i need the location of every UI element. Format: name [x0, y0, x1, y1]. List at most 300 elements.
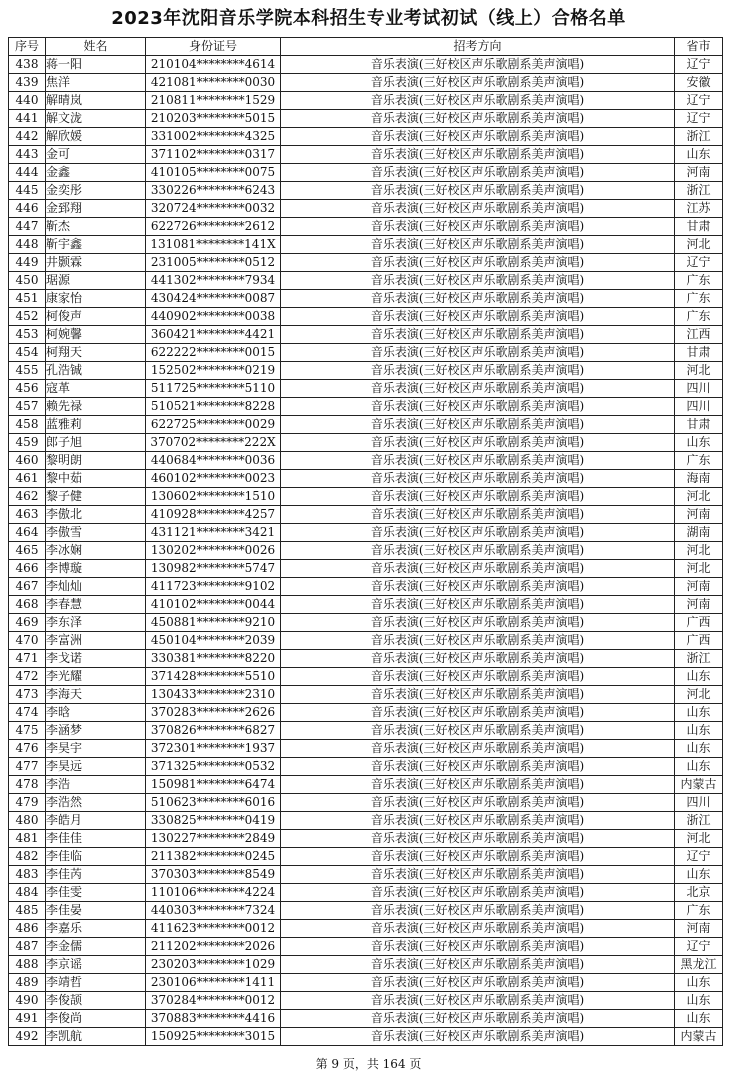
- cell-name: 李佳晏: [46, 902, 146, 920]
- cell-name: 李皓月: [46, 812, 146, 830]
- cell-serial: 455: [9, 362, 46, 380]
- cell-province: 江西: [675, 326, 723, 344]
- table-row: [9, 542, 723, 560]
- cell-province: 北京: [675, 884, 723, 902]
- cell-id-number: 230203********1029: [146, 956, 281, 974]
- cell-province: 山东: [675, 434, 723, 452]
- cell-direction: 音乐表演(三好校区声乐歌剧系美声演唱): [281, 272, 675, 290]
- table-row: [9, 722, 723, 740]
- cell-direction: 音乐表演(三好校区声乐歌剧系美声演唱): [281, 560, 675, 578]
- cell-id-number: 370883********4416: [146, 1010, 281, 1028]
- cell-serial: 475: [9, 722, 46, 740]
- cell-id-number: 330825********0419: [146, 812, 281, 830]
- cell-name: 郎子旭: [46, 434, 146, 452]
- cell-serial: 473: [9, 686, 46, 704]
- table-row: [9, 866, 723, 884]
- cell-serial: 451: [9, 290, 46, 308]
- cell-province: 四川: [675, 794, 723, 812]
- cell-direction: 音乐表演(三好校区声乐歌剧系美声演唱): [281, 848, 675, 866]
- table-row: [9, 470, 723, 488]
- table-row: [9, 398, 723, 416]
- cell-name: 李浩: [46, 776, 146, 794]
- cell-direction: 音乐表演(三好校区声乐歌剧系美声演唱): [281, 668, 675, 686]
- cell-direction: 音乐表演(三好校区声乐歌剧系美声演唱): [281, 974, 675, 992]
- cell-direction: 音乐表演(三好校区声乐歌剧系美声演唱): [281, 506, 675, 524]
- cell-id-number: 370826********6827: [146, 722, 281, 740]
- cell-name: 黎中茹: [46, 470, 146, 488]
- cell-direction: 音乐表演(三好校区声乐歌剧系美声演唱): [281, 416, 675, 434]
- cell-name: 黎子健: [46, 488, 146, 506]
- cell-province: 辽宁: [675, 56, 723, 74]
- cell-id-number: 320724********0032: [146, 200, 281, 218]
- cell-direction: 音乐表演(三好校区声乐歌剧系美声演唱): [281, 452, 675, 470]
- table-row: [9, 1010, 723, 1028]
- cell-serial: 442: [9, 128, 46, 146]
- cell-direction: 音乐表演(三好校区声乐歌剧系美声演唱): [281, 56, 675, 74]
- table-row: [9, 902, 723, 920]
- table-row: [9, 524, 723, 542]
- table-row: [9, 614, 723, 632]
- table-row: [9, 758, 723, 776]
- table-row: [9, 578, 723, 596]
- cell-province: 广东: [675, 272, 723, 290]
- cell-name: 李凯航: [46, 1028, 146, 1046]
- cell-name: 李傲雪: [46, 524, 146, 542]
- cell-id-number: 230106********1411: [146, 974, 281, 992]
- cell-id-number: 440303********7324: [146, 902, 281, 920]
- table-row: [9, 146, 723, 164]
- cell-id-number: 510623********6016: [146, 794, 281, 812]
- cell-id-number: 370303********8549: [146, 866, 281, 884]
- cell-direction: 音乐表演(三好校区声乐歌剧系美声演唱): [281, 956, 675, 974]
- cell-province: 山东: [675, 722, 723, 740]
- cell-serial: 448: [9, 236, 46, 254]
- cell-province: 广西: [675, 614, 723, 632]
- cell-name: 孔浩铖: [46, 362, 146, 380]
- cell-serial: 440: [9, 92, 46, 110]
- cell-province: 山东: [675, 758, 723, 776]
- table-row: [9, 596, 723, 614]
- cell-province: 山东: [675, 1010, 723, 1028]
- table-row: [9, 560, 723, 578]
- cell-province: 广东: [675, 902, 723, 920]
- table-row: [9, 254, 723, 272]
- cell-id-number: 411623********0012: [146, 920, 281, 938]
- cell-name: 李光耀: [46, 668, 146, 686]
- cell-province: 山东: [675, 992, 723, 1010]
- table-row: [9, 416, 723, 434]
- cell-serial: 481: [9, 830, 46, 848]
- cell-name: 柯婉馨: [46, 326, 146, 344]
- cell-id-number: 622222********0015: [146, 344, 281, 362]
- cell-id-number: 370283********2626: [146, 704, 281, 722]
- cell-name: 李佳临: [46, 848, 146, 866]
- cell-name: 李俊尚: [46, 1010, 146, 1028]
- cell-id-number: 421081********0030: [146, 74, 281, 92]
- cell-province: 辽宁: [675, 254, 723, 272]
- cell-name: 李佳芮: [46, 866, 146, 884]
- cell-province: 辽宁: [675, 938, 723, 956]
- cell-id-number: 450881********9210: [146, 614, 281, 632]
- cell-serial: 491: [9, 1010, 46, 1028]
- cell-direction: 音乐表演(三好校区声乐歌剧系美声演唱): [281, 902, 675, 920]
- cell-province: 山东: [675, 146, 723, 164]
- cell-id-number: 431121********3421: [146, 524, 281, 542]
- cell-direction: 音乐表演(三好校区声乐歌剧系美声演唱): [281, 164, 675, 182]
- table-row: [9, 380, 723, 398]
- table-row: [9, 686, 723, 704]
- cell-direction: 音乐表演(三好校区声乐歌剧系美声演唱): [281, 776, 675, 794]
- cell-direction: 音乐表演(三好校区声乐歌剧系美声演唱): [281, 128, 675, 146]
- cell-province: 山东: [675, 704, 723, 722]
- cell-name: 靳杰: [46, 218, 146, 236]
- cell-province: 四川: [675, 398, 723, 416]
- cell-name: 黎明朗: [46, 452, 146, 470]
- cell-serial: 489: [9, 974, 46, 992]
- cell-name: 李晗: [46, 704, 146, 722]
- cell-name: 李昊远: [46, 758, 146, 776]
- cell-direction: 音乐表演(三好校区声乐歌剧系美声演唱): [281, 92, 675, 110]
- cell-serial: 469: [9, 614, 46, 632]
- cell-id-number: 622726********2612: [146, 218, 281, 236]
- cell-serial: 471: [9, 650, 46, 668]
- table-row: [9, 200, 723, 218]
- cell-id-number: 331002********4325: [146, 128, 281, 146]
- cell-serial: 490: [9, 992, 46, 1010]
- cell-direction: 音乐表演(三好校区声乐歌剧系美声演唱): [281, 830, 675, 848]
- table-row: [9, 974, 723, 992]
- cell-id-number: 210203********5015: [146, 110, 281, 128]
- cell-name: 金可: [46, 146, 146, 164]
- cell-direction: 音乐表演(三好校区声乐歌剧系美声演唱): [281, 992, 675, 1010]
- cell-province: 山东: [675, 668, 723, 686]
- cell-direction: 音乐表演(三好校区声乐歌剧系美声演唱): [281, 434, 675, 452]
- cell-name: 李昊宇: [46, 740, 146, 758]
- candidate-table: [8, 37, 723, 1046]
- cell-province: 浙江: [675, 812, 723, 830]
- table-row: [9, 884, 723, 902]
- cell-name: 李佳佳: [46, 830, 146, 848]
- cell-serial: 465: [9, 542, 46, 560]
- table-row: [9, 164, 723, 182]
- cell-id-number: 371102********0317: [146, 146, 281, 164]
- cell-name: 解欣媛: [46, 128, 146, 146]
- cell-id-number: 150925********3015: [146, 1028, 281, 1046]
- cell-serial: 461: [9, 470, 46, 488]
- table-row: [9, 704, 723, 722]
- cell-direction: 音乐表演(三好校区声乐歌剧系美声演唱): [281, 938, 675, 956]
- cell-province: 河南: [675, 506, 723, 524]
- cell-direction: 音乐表演(三好校区声乐歌剧系美声演唱): [281, 884, 675, 902]
- cell-serial: 460: [9, 452, 46, 470]
- cell-name: 李海天: [46, 686, 146, 704]
- cell-direction: 音乐表演(三好校区声乐歌剧系美声演唱): [281, 722, 675, 740]
- cell-id-number: 460102********0023: [146, 470, 281, 488]
- cell-id-number: 370702********222X: [146, 434, 281, 452]
- cell-serial: 452: [9, 308, 46, 326]
- cell-name: 李灿灿: [46, 578, 146, 596]
- header-direction: 招考方向: [281, 38, 675, 56]
- cell-serial: 474: [9, 704, 46, 722]
- cell-serial: 467: [9, 578, 46, 596]
- cell-province: 广东: [675, 452, 723, 470]
- cell-direction: 音乐表演(三好校区声乐歌剧系美声演唱): [281, 344, 675, 362]
- cell-direction: 音乐表演(三好校区声乐歌剧系美声演唱): [281, 866, 675, 884]
- table-row: [9, 740, 723, 758]
- cell-province: 河南: [675, 164, 723, 182]
- cell-province: 辽宁: [675, 92, 723, 110]
- cell-serial: 459: [9, 434, 46, 452]
- cell-direction: 音乐表演(三好校区声乐歌剧系美声演唱): [281, 1010, 675, 1028]
- cell-direction: 音乐表演(三好校区声乐歌剧系美声演唱): [281, 470, 675, 488]
- cell-name: 柯翔天: [46, 344, 146, 362]
- cell-direction: 音乐表演(三好校区声乐歌剧系美声演唱): [281, 1028, 675, 1046]
- cell-id-number: 622725********0029: [146, 416, 281, 434]
- table-row: [9, 632, 723, 650]
- cell-name: 李东泽: [46, 614, 146, 632]
- cell-name: 李嘉乐: [46, 920, 146, 938]
- cell-serial: 488: [9, 956, 46, 974]
- page-footer: 第 9 页，共 164 页: [315, 1057, 422, 1071]
- cell-id-number: 510521********8228: [146, 398, 281, 416]
- cell-serial: 477: [9, 758, 46, 776]
- table-row: [9, 362, 723, 380]
- cell-direction: 音乐表演(三好校区声乐歌剧系美声演唱): [281, 398, 675, 416]
- cell-id-number: 371428********5510: [146, 668, 281, 686]
- cell-direction: 音乐表演(三好校区声乐歌剧系美声演唱): [281, 290, 675, 308]
- cell-name: 李傲北: [46, 506, 146, 524]
- cell-id-number: 150981********6474: [146, 776, 281, 794]
- table-row: [9, 74, 723, 92]
- cell-name: 靳宇鑫: [46, 236, 146, 254]
- table-row: [9, 452, 723, 470]
- cell-id-number: 131081********141X: [146, 236, 281, 254]
- cell-id-number: 231005********0512: [146, 254, 281, 272]
- cell-serial: 468: [9, 596, 46, 614]
- cell-name: 李涵梦: [46, 722, 146, 740]
- cell-serial: 454: [9, 344, 46, 362]
- cell-province: 河北: [675, 560, 723, 578]
- cell-serial: 462: [9, 488, 46, 506]
- table-body: [9, 56, 723, 1046]
- cell-direction: 音乐表演(三好校区声乐歌剧系美声演唱): [281, 542, 675, 560]
- cell-id-number: 440684********0036: [146, 452, 281, 470]
- cell-name: 李戈诺: [46, 650, 146, 668]
- cell-serial: 441: [9, 110, 46, 128]
- cell-direction: 音乐表演(三好校区声乐歌剧系美声演唱): [281, 326, 675, 344]
- cell-province: 浙江: [675, 650, 723, 668]
- table-row: [9, 56, 723, 74]
- table-row: [9, 650, 723, 668]
- document-title: 2023年沈阳音乐学院本科招生专业考试初试（线上）合格名单: [111, 8, 626, 29]
- cell-province: 甘肃: [675, 344, 723, 362]
- cell-id-number: 210811********1529: [146, 92, 281, 110]
- header-id-number: 身份证号: [146, 38, 281, 56]
- cell-id-number: 410105********0075: [146, 164, 281, 182]
- cell-name: 赖先禄: [46, 398, 146, 416]
- cell-direction: 音乐表演(三好校区声乐歌剧系美声演唱): [281, 686, 675, 704]
- cell-serial: 463: [9, 506, 46, 524]
- cell-province: 河南: [675, 596, 723, 614]
- cell-province: 山东: [675, 974, 723, 992]
- cell-province: 湖南: [675, 524, 723, 542]
- cell-name: 金郅翔: [46, 200, 146, 218]
- cell-direction: 音乐表演(三好校区声乐歌剧系美声演唱): [281, 614, 675, 632]
- table-row: [9, 668, 723, 686]
- cell-name: 井颢霖: [46, 254, 146, 272]
- cell-province: 内蒙古: [675, 1028, 723, 1046]
- cell-direction: 音乐表演(三好校区声乐歌剧系美声演唱): [281, 704, 675, 722]
- cell-serial: 457: [9, 398, 46, 416]
- cell-serial: 478: [9, 776, 46, 794]
- cell-name: 柯俊声: [46, 308, 146, 326]
- cell-province: 甘肃: [675, 416, 723, 434]
- table-row: [9, 344, 723, 362]
- cell-province: 甘肃: [675, 218, 723, 236]
- table-row: [9, 848, 723, 866]
- table-row: [9, 272, 723, 290]
- cell-name: 解晴岚: [46, 92, 146, 110]
- table-header-row: [9, 38, 723, 56]
- cell-id-number: 411723********9102: [146, 578, 281, 596]
- cell-serial: 487: [9, 938, 46, 956]
- cell-direction: 音乐表演(三好校区声乐歌剧系美声演唱): [281, 632, 675, 650]
- cell-id-number: 211382********0245: [146, 848, 281, 866]
- table-row: [9, 290, 723, 308]
- cell-id-number: 210104********4614: [146, 56, 281, 74]
- table-row: [9, 938, 723, 956]
- table-row: [9, 128, 723, 146]
- cell-name: 康家怡: [46, 290, 146, 308]
- table-row: [9, 776, 723, 794]
- cell-id-number: 430424********0087: [146, 290, 281, 308]
- cell-serial: 484: [9, 884, 46, 902]
- cell-direction: 音乐表演(三好校区声乐歌剧系美声演唱): [281, 146, 675, 164]
- cell-serial: 447: [9, 218, 46, 236]
- cell-serial: 446: [9, 200, 46, 218]
- header-serial: 序号: [9, 38, 46, 56]
- cell-serial: 485: [9, 902, 46, 920]
- cell-province: 四川: [675, 380, 723, 398]
- cell-serial: 480: [9, 812, 46, 830]
- cell-direction: 音乐表演(三好校区声乐歌剧系美声演唱): [281, 362, 675, 380]
- table-row: [9, 326, 723, 344]
- cell-direction: 音乐表演(三好校区声乐歌剧系美声演唱): [281, 236, 675, 254]
- cell-serial: 486: [9, 920, 46, 938]
- table-row: [9, 218, 723, 236]
- cell-name: 李春慧: [46, 596, 146, 614]
- cell-id-number: 370284********0012: [146, 992, 281, 1010]
- cell-name: 李京谣: [46, 956, 146, 974]
- cell-serial: 439: [9, 74, 46, 92]
- cell-serial: 438: [9, 56, 46, 74]
- cell-province: 广西: [675, 632, 723, 650]
- cell-name: 李俊颉: [46, 992, 146, 1010]
- cell-province: 辽宁: [675, 848, 723, 866]
- table-row: [9, 308, 723, 326]
- cell-serial: 445: [9, 182, 46, 200]
- table-row: [9, 506, 723, 524]
- cell-name: 金奕彤: [46, 182, 146, 200]
- cell-serial: 492: [9, 1028, 46, 1046]
- cell-direction: 音乐表演(三好校区声乐歌剧系美声演唱): [281, 182, 675, 200]
- cell-serial: 450: [9, 272, 46, 290]
- cell-serial: 449: [9, 254, 46, 272]
- cell-province: 辽宁: [675, 110, 723, 128]
- cell-province: 内蒙古: [675, 776, 723, 794]
- cell-direction: 音乐表演(三好校区声乐歌剧系美声演唱): [281, 758, 675, 776]
- cell-serial: 444: [9, 164, 46, 182]
- cell-province: 安徽: [675, 74, 723, 92]
- cell-name: 琚源: [46, 272, 146, 290]
- table-row: [9, 434, 723, 452]
- cell-direction: 音乐表演(三好校区声乐歌剧系美声演唱): [281, 524, 675, 542]
- cell-serial: 466: [9, 560, 46, 578]
- cell-name: 李富洲: [46, 632, 146, 650]
- cell-province: 河北: [675, 686, 723, 704]
- cell-name: 解文泷: [46, 110, 146, 128]
- cell-id-number: 152502********0219: [146, 362, 281, 380]
- table-row: [9, 488, 723, 506]
- table-row: [9, 92, 723, 110]
- table-row: [9, 236, 723, 254]
- cell-id-number: 360421********4421: [146, 326, 281, 344]
- cell-province: 河北: [675, 362, 723, 380]
- cell-name: 李佳雯: [46, 884, 146, 902]
- cell-id-number: 372301********1937: [146, 740, 281, 758]
- cell-direction: 音乐表演(三好校区声乐歌剧系美声演唱): [281, 110, 675, 128]
- cell-serial: 483: [9, 866, 46, 884]
- cell-id-number: 130227********2849: [146, 830, 281, 848]
- cell-province: 河南: [675, 920, 723, 938]
- cell-id-number: 130982********5747: [146, 560, 281, 578]
- table-row: [9, 956, 723, 974]
- cell-serial: 443: [9, 146, 46, 164]
- table-row: [9, 794, 723, 812]
- cell-province: 河南: [675, 578, 723, 596]
- cell-direction: 音乐表演(三好校区声乐歌剧系美声演唱): [281, 740, 675, 758]
- cell-name: 蒋一阳: [46, 56, 146, 74]
- cell-serial: 458: [9, 416, 46, 434]
- cell-id-number: 211202********2026: [146, 938, 281, 956]
- table-row: [9, 1028, 723, 1046]
- cell-direction: 音乐表演(三好校区声乐歌剧系美声演唱): [281, 218, 675, 236]
- cell-name: 李靖哲: [46, 974, 146, 992]
- cell-id-number: 330226********6243: [146, 182, 281, 200]
- cell-name: 焦洋: [46, 74, 146, 92]
- cell-id-number: 441302********7934: [146, 272, 281, 290]
- cell-name: 李冰娴: [46, 542, 146, 560]
- cell-province: 江苏: [675, 200, 723, 218]
- cell-name: 寇革: [46, 380, 146, 398]
- header-name: 姓名: [46, 38, 146, 56]
- cell-id-number: 130433********2310: [146, 686, 281, 704]
- cell-serial: 453: [9, 326, 46, 344]
- cell-direction: 音乐表演(三好校区声乐歌剧系美声演唱): [281, 200, 675, 218]
- cell-direction: 音乐表演(三好校区声乐歌剧系美声演唱): [281, 380, 675, 398]
- table-row: [9, 830, 723, 848]
- cell-province: 河北: [675, 236, 723, 254]
- cell-direction: 音乐表演(三好校区声乐歌剧系美声演唱): [281, 812, 675, 830]
- cell-province: 河北: [675, 542, 723, 560]
- cell-province: 山东: [675, 740, 723, 758]
- cell-direction: 音乐表演(三好校区声乐歌剧系美声演唱): [281, 74, 675, 92]
- cell-province: 浙江: [675, 182, 723, 200]
- cell-serial: 464: [9, 524, 46, 542]
- header-province: 省市: [675, 38, 723, 56]
- table-row: [9, 992, 723, 1010]
- cell-id-number: 330381********8220: [146, 650, 281, 668]
